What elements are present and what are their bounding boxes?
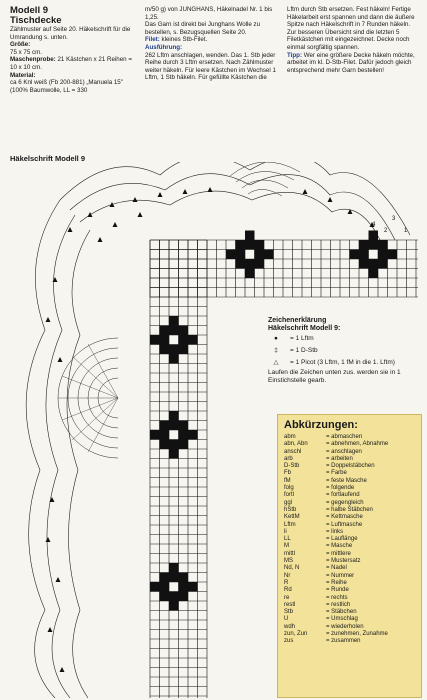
legend-item xyxy=(268,357,420,369)
legend-label: = 1 Picot (3 Lftm, 1 fM in die 1. Lftm) xyxy=(290,359,395,366)
finishing-column xyxy=(287,6,419,74)
abbreviation-meaning: = folgende xyxy=(326,485,355,492)
abbreviation-key: U xyxy=(284,616,289,623)
abbreviation-meaning: = Reihe xyxy=(326,579,347,586)
abbreviation-key: fortl xyxy=(284,492,295,499)
abbreviation-key: abn, Abn xyxy=(284,441,308,448)
material-label: Material: xyxy=(10,71,36,79)
abbreviation-key: KettM xyxy=(284,514,300,521)
abbreviation-meaning: = wiederholen xyxy=(326,623,364,630)
tip-text: Wer eine größere Decke häkeln möchte, arbeitet im kl. D-Stb-Filet. Dafür jedoch gleich entsprechend mehr Garn bestellen! xyxy=(287,51,415,74)
abbreviation-key: Fb xyxy=(284,470,292,477)
filet-label: Filet: xyxy=(145,36,160,44)
abbreviation-meaning: = restlich xyxy=(326,601,351,608)
abbreviation-key: Nd, N xyxy=(284,565,300,572)
abbreviation-key: mittl xyxy=(284,550,295,557)
picot-icon: △ xyxy=(273,359,279,366)
abbreviation-meaning: = gegengleich xyxy=(326,499,364,506)
abbreviation-meaning: = rechts xyxy=(326,594,348,601)
abbreviation-key: MS xyxy=(284,558,293,565)
abbreviation-row xyxy=(284,543,415,550)
finishing-text: Lftm durch Stb ersetzen. Fest häkeln! Fertige Häkelarbeit erst spannen und dann die äußere Spitze nach Häkelschrift in 7 Runden häkeln. Zur besseren Übersicht sind die letzten 5 Filetkästchen mit eingezeichnet. Decke noch einmal sorgfältig spannen. xyxy=(287,6,415,51)
lace-border-top xyxy=(60,162,410,240)
abbreviation-row xyxy=(284,580,415,587)
model-title: Modell 9 xyxy=(10,5,49,16)
abbreviation-row xyxy=(284,616,415,623)
row-number-2: 2 xyxy=(384,228,388,234)
abbreviation-row xyxy=(284,573,415,580)
abbreviation-meaning: = fortlaufend xyxy=(326,492,360,499)
abbreviation-meaning: = abmaschen xyxy=(326,434,363,440)
abbreviations-list xyxy=(284,434,415,646)
pattern-reference: Zählmuster auf Seite 20. Häkelschrift für die Umrandung s. unten. xyxy=(10,26,131,41)
item-title: Tischdecke xyxy=(10,15,62,26)
abbreviations-title: Abkürzungen: xyxy=(284,419,358,431)
abbreviation-meaning: = Farbe xyxy=(326,470,347,477)
abbreviation-meaning: = Nadel xyxy=(326,565,347,572)
abbreviation-row xyxy=(284,449,415,456)
abbreviation-row xyxy=(284,529,415,536)
abbreviation-meaning: = arbeiten xyxy=(326,455,353,462)
abbreviation-row xyxy=(284,536,415,543)
abbreviation-row xyxy=(284,434,415,441)
abbreviation-key: Stb xyxy=(284,609,294,616)
abbreviation-meaning: = Doppelstäbchen xyxy=(326,463,375,470)
abbreviation-key: Rd xyxy=(284,587,292,594)
legend-subtitle: Häkelschrift Modell 9: xyxy=(268,325,341,332)
chain-stitch-icon: ● xyxy=(274,335,278,342)
abbreviation-meaning: = anschlagen xyxy=(326,448,362,455)
fan-rays-left xyxy=(58,344,118,452)
abbreviation-key: Lftm xyxy=(284,521,296,528)
abbreviation-meaning: = zunehmen, Zunahme xyxy=(326,631,388,638)
abbreviation-meaning: = zusammen xyxy=(326,638,361,645)
abbreviation-row xyxy=(284,478,415,485)
gauge-label: Maschenprobe: xyxy=(10,56,56,64)
instructions-column xyxy=(145,6,280,82)
material-value: ca 6 Knl weiß (Fb 200-881) „Manuela 15" (100% Baumwolle, LL = 330 xyxy=(10,79,123,94)
yarn-order-note: Das Garn ist direkt bei Junghans Wolle zu bestellen, s. Bezugsquellen Seite 20. xyxy=(145,21,261,36)
legend-label: = 1 Lftm xyxy=(290,335,314,342)
abbreviation-meaning: = Kettmasche xyxy=(326,514,363,521)
intro-column xyxy=(10,6,140,94)
abbreviation-meaning: = links xyxy=(326,528,344,535)
abbreviation-row xyxy=(284,602,415,609)
abbreviation-key: wdh xyxy=(284,623,296,630)
row-number-3: 3 xyxy=(392,216,396,222)
legend-note: Laufen die Zeichen unten zus. werden sie in 1 Einstichstelle gearb. xyxy=(268,369,401,384)
abbreviation-meaning: = Lauflänge xyxy=(326,536,358,543)
abbreviation-row xyxy=(284,463,415,470)
abbreviation-key: li xyxy=(284,528,287,535)
symbol-legend xyxy=(268,317,420,385)
abbreviation-meaning: = Luftmasche xyxy=(326,521,363,528)
abbreviation-row xyxy=(284,558,415,565)
abbreviation-row xyxy=(284,441,415,448)
abbreviation-key: LL xyxy=(284,536,291,543)
abbreviation-key: folg xyxy=(284,485,294,492)
abbreviation-row xyxy=(284,638,415,645)
abbreviation-meaning: = Stäbchen xyxy=(326,609,357,616)
abbreviation-key: R xyxy=(284,579,289,586)
legend-item xyxy=(268,333,420,345)
abbreviation-row xyxy=(284,514,415,521)
row-number-4: 4 xyxy=(372,222,376,228)
abbreviation-meaning: = Umschlag xyxy=(326,616,358,623)
abbreviation-meaning: = mittlere xyxy=(326,550,351,557)
abbreviation-key: restl xyxy=(284,601,296,608)
lace-border-left xyxy=(26,200,90,698)
abbreviation-key: arb xyxy=(284,455,293,462)
abbreviation-row xyxy=(284,456,415,463)
abbreviation-row xyxy=(284,492,415,499)
abbreviation-meaning: = halbe Stäbchen xyxy=(326,506,373,513)
execution-label: Ausführung: xyxy=(145,43,183,51)
abbreviation-key: re xyxy=(284,594,290,601)
abbreviation-row xyxy=(284,551,415,558)
abbreviation-row xyxy=(284,500,415,507)
size-value: 75 x 75 cm. xyxy=(10,48,42,56)
legend-label: = 1 D-Stb xyxy=(290,347,318,354)
diagram-title: Häkelschrift Modell 9 xyxy=(10,154,86,163)
abbreviation-meaning: = Masche xyxy=(326,543,353,550)
abbreviation-row xyxy=(284,595,415,602)
abbreviation-meaning: = abnehmen, Abnahme xyxy=(326,441,389,448)
abbreviation-row xyxy=(284,624,415,631)
row-number-1: 1 xyxy=(404,228,408,234)
abbreviation-meaning: = Nummer xyxy=(326,572,355,579)
abbreviation-meaning: = Mustersatz xyxy=(326,558,361,565)
abbreviation-row xyxy=(284,631,415,638)
double-treble-icon: ‡ xyxy=(274,347,278,354)
abbreviation-row xyxy=(284,565,415,572)
filet-value: kleines Stb-Filet. xyxy=(161,36,208,44)
abbreviation-key: D-Stb xyxy=(284,463,300,470)
abbreviation-row xyxy=(284,470,415,477)
legend-item xyxy=(268,345,420,357)
legend-title: Zeichenerklärung xyxy=(268,317,327,324)
abbreviation-row xyxy=(284,587,415,594)
size-label: Größe: xyxy=(10,41,31,49)
abbreviation-key: zus xyxy=(284,638,294,645)
abbreviation-key: zun, Zun xyxy=(284,631,308,638)
abbreviation-key: hStb xyxy=(284,506,297,513)
abbreviation-meaning: = Runde xyxy=(326,587,349,594)
abbreviation-key: ggl xyxy=(284,499,293,506)
abbreviation-key: abm xyxy=(284,434,296,440)
abbreviation-key: M xyxy=(284,543,289,550)
material-continued: m/50 g) von JUNGHANS, Häkelnadel Nr. 1 bis 1,25. xyxy=(145,6,273,21)
abbreviation-row xyxy=(284,609,415,616)
abbreviation-row xyxy=(284,485,415,492)
abbreviation-key: fM xyxy=(284,477,291,484)
abbreviation-key: anschl xyxy=(284,448,302,455)
abbreviation-meaning: = feste Masche xyxy=(326,477,367,484)
tip-label: Tipp: xyxy=(287,51,303,59)
abbreviations-box xyxy=(277,414,422,698)
gauge-value: 21 Kästchen x 21 Reihen = 10 x 10 cm. xyxy=(10,56,132,71)
abbreviation-key: Nr xyxy=(284,572,291,579)
abbreviation-row xyxy=(284,522,415,529)
execution-text: 262 Lftm anschlagen, wenden. Das 1. Stb jeder Reihe durch 3 Lftm ersetzen. Nach Zählmuster weiter häkeln. Für leere Kästchen im Wechsel 1 Lftm, 1 Stb häkeln. Für gefüllte Kästchen die xyxy=(145,51,276,82)
abbreviation-row xyxy=(284,507,415,514)
